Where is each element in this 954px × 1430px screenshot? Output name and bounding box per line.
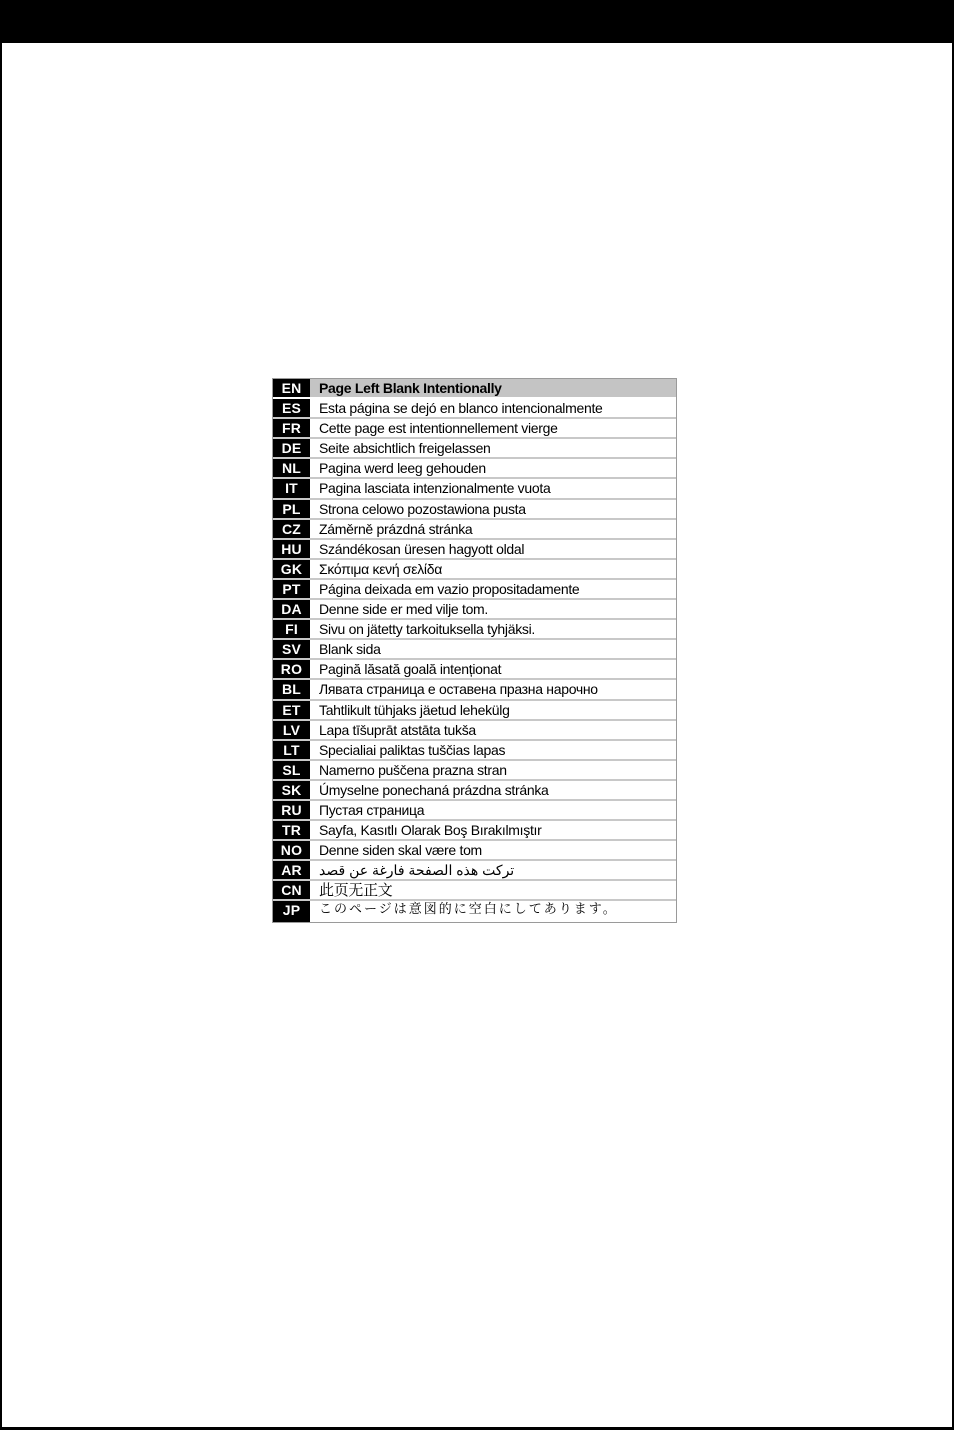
language-code: PT	[273, 580, 310, 598]
language-text: Blank sida	[319, 641, 381, 658]
language-text: Pagina lasciata intenzionalmente vuota	[319, 480, 551, 497]
language-code: FI	[273, 620, 310, 638]
table-row	[273, 841, 676, 861]
table-row	[273, 479, 676, 499]
language-text: Лявата страница е оставена празна нарочно	[319, 681, 598, 698]
table-row	[273, 861, 676, 881]
language-text: Záměrně prázdná stránka	[319, 520, 473, 537]
language-text: 此页无正文	[319, 881, 393, 900]
table-row	[273, 821, 676, 841]
language-code: ET	[273, 701, 310, 719]
table-row	[273, 620, 676, 640]
language-text: Página deixada em vazio propositadamente	[319, 580, 580, 597]
language-code: SV	[273, 640, 310, 658]
language-text: Strona celowo pozostawiona pusta	[319, 500, 526, 517]
language-code: FR	[273, 419, 310, 437]
language-text: Lapa tīšuprāt atstāta tukša	[319, 721, 476, 738]
table-row	[273, 741, 676, 761]
table-row	[273, 439, 676, 459]
language-code: IT	[273, 479, 310, 497]
language-text: Denne siden skal være tom	[319, 842, 482, 859]
table-row	[273, 721, 676, 741]
language-code: JP	[273, 901, 310, 921]
language-code: CZ	[273, 520, 310, 538]
language-text: Pagina werd leeg gehouden	[319, 460, 486, 477]
language-text: Specialiai paliktas tuščias lapas	[319, 741, 506, 758]
language-code: AR	[273, 861, 310, 879]
language-text: Sivu on jätetty tarkoituksella tyhjäksi.	[319, 621, 535, 638]
table-row	[273, 701, 676, 721]
table-row	[273, 419, 676, 439]
language-text: Σκόπιμα κενή σελίδα	[319, 560, 442, 577]
table-row	[273, 801, 676, 821]
language-code: NL	[273, 459, 310, 477]
language-code: LT	[273, 741, 310, 759]
table-row	[273, 881, 676, 901]
language-text: Úmyselne ponechaná prázdna stránka	[319, 781, 549, 798]
language-code: HU	[273, 540, 310, 558]
language-text: تركت هذه الصفحة فارغة عن قصد	[319, 862, 515, 879]
language-text: Tahtlikult tühjaks jäetud lehekülg	[319, 701, 510, 718]
language-code: SK	[273, 781, 310, 799]
language-code: DA	[273, 600, 310, 618]
table-row	[273, 600, 676, 620]
table-row	[273, 781, 676, 801]
language-text: Page Left Blank Intentionally	[310, 379, 676, 397]
language-text: Cette page est intentionnellement vierge	[319, 420, 558, 437]
table-row	[273, 560, 676, 580]
language-code: DE	[273, 439, 310, 457]
language-code: ES	[273, 399, 310, 417]
language-code: GK	[273, 560, 310, 578]
language-code: TR	[273, 821, 310, 839]
language-code: PL	[273, 500, 310, 518]
table-row	[273, 580, 676, 600]
language-text: Sayfa, Kasıtlı Olarak Boş Bırakılmıştır	[319, 822, 542, 839]
table-row	[273, 901, 676, 921]
table-row	[273, 459, 676, 479]
blank-page-language-table	[272, 378, 677, 923]
table-row	[273, 761, 676, 781]
language-code: CN	[273, 881, 310, 899]
table-row	[273, 640, 676, 660]
language-code: LV	[273, 721, 310, 739]
language-code: SL	[273, 761, 310, 779]
top-black-bar	[0, 0, 954, 43]
table-row	[273, 540, 676, 560]
table-row	[273, 660, 676, 680]
language-text: Esta página se dejó en blanco intencionalmente	[319, 400, 603, 417]
table-row	[273, 379, 676, 399]
language-text: Seite absichtlich freigelassen	[319, 440, 491, 457]
language-text: Pagină lăsată goală intenționat	[319, 661, 502, 678]
language-text: Szándékosan üresen hagyott oldal	[319, 540, 525, 557]
language-text: このページは意図的に空白にしてあります。	[319, 902, 618, 918]
language-code: BL	[273, 680, 310, 698]
table-row	[273, 500, 676, 520]
table-row	[273, 399, 676, 419]
language-code: EN	[273, 379, 310, 397]
language-code: RO	[273, 660, 310, 678]
language-code: RU	[273, 801, 310, 819]
language-text: Denne side er med vilje tom.	[319, 601, 489, 618]
language-text: Namerno puščena prazna stran	[319, 761, 507, 778]
language-text: Пустая страница	[319, 801, 425, 818]
table-row	[273, 680, 676, 700]
language-code: NO	[273, 841, 310, 859]
table-row	[273, 520, 676, 540]
